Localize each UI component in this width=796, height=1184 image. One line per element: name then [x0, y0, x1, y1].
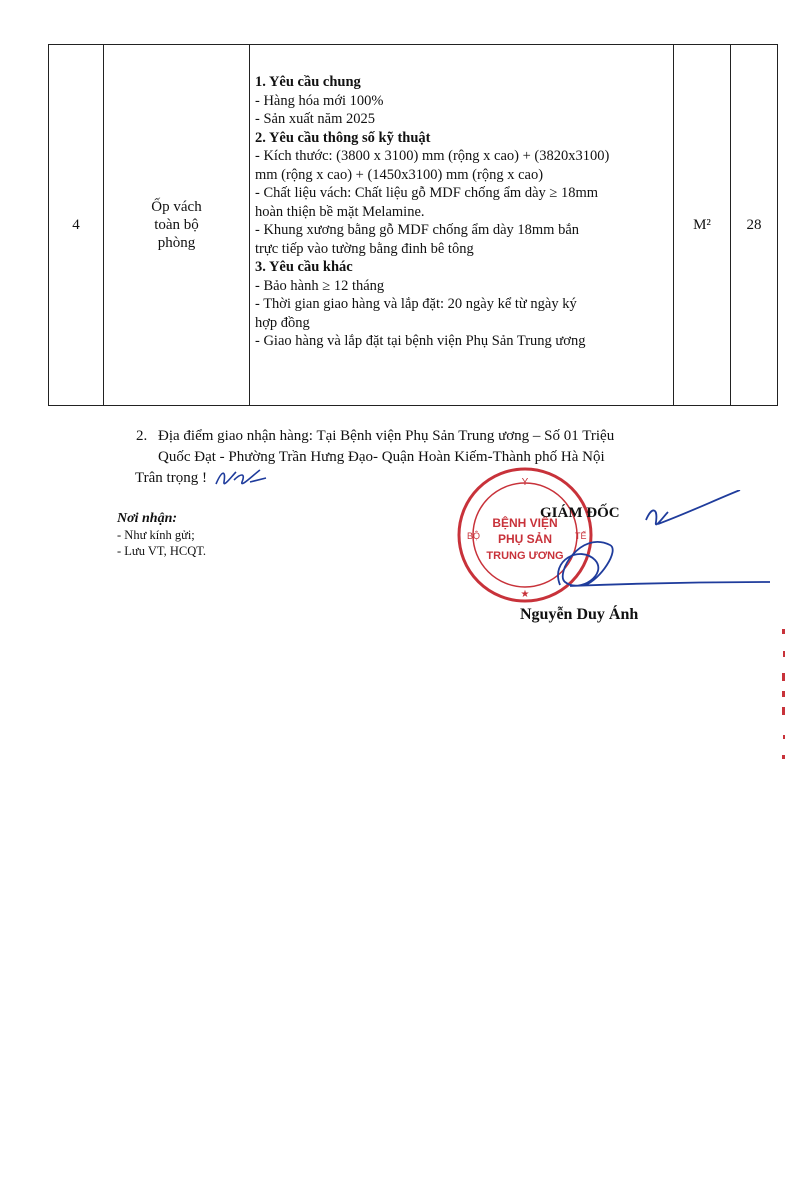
delivery-location [136, 426, 736, 468]
spec-line: - Bảo hành ≥ 12 tháng [255, 277, 385, 294]
svg-text:★: ★ [520, 589, 530, 600]
column-quantity [731, 45, 777, 405]
initials-signature-icon [212, 466, 272, 490]
column-item [104, 45, 250, 405]
recipients-label: Nơi nhận: [117, 511, 178, 526]
svg-text:Y: Y [521, 477, 529, 488]
svg-text:TRUNG ƯƠNG: TRUNG ƯƠNG [486, 550, 564, 562]
spec-line: - Kích thước: (3800 x 3100) mm (rộng x cao) + (3820x3100) [255, 148, 610, 164]
svg-text:BỆNH VIỆN: BỆNH VIỆN [492, 516, 558, 530]
director-signature-icon [540, 490, 770, 600]
regards: Trân trọng ! [135, 470, 207, 486]
column-number [49, 45, 104, 405]
row-number: 4 [72, 217, 80, 233]
spec-line: mm (rộng x cao) + (1450x3100) mm (rộng x cao) [255, 166, 544, 183]
recipient-item: - Lưu VT, HCQT. [117, 544, 207, 558]
spec-line: - Chất liệu vách: Chất liệu gỗ MDF chống ẩm dày ≥ 18mm [255, 185, 599, 201]
spec-line: - Thời gian giao hàng và lắp đặt: 20 ngày kể từ ngày ký [255, 296, 577, 312]
quantity: 28 [746, 217, 762, 233]
svg-text:PHỤ SẢN: PHỤ SẢN [497, 532, 553, 546]
spec-heading: 2. Yêu cầu thông số kỹ thuật [255, 129, 431, 146]
spec-heading: 1. Yêu cầu chung [255, 74, 361, 90]
item-name: Ốp vách toàn bộ phòng [151, 199, 202, 251]
column-unit [674, 45, 731, 405]
spec-line: - Sản xuất năm 2025 [255, 111, 376, 127]
svg-text:TẾ: TẾ [575, 531, 587, 541]
delivery-number: 2. [136, 428, 148, 444]
recipients-block [117, 511, 206, 559]
spec-heading: 3. Yêu cầu khác [255, 259, 353, 275]
director-name: Nguyễn Duy Ánh [520, 606, 639, 623]
spec-line: trực tiếp vào tường bằng đinh bê tông [255, 240, 474, 257]
delivery-line-2: Quốc Đạt - Phường Trần Hưng Đạo- Quận Hoàn Kiếm-Thành phố Hà Nội [158, 449, 605, 465]
svg-text:BỘ: BỘ [467, 531, 481, 541]
spec-line: - Hàng hóa mới 100% [255, 92, 384, 109]
spec-text [255, 73, 670, 351]
spec-line: hoàn thiện bề mặt Melamine. [255, 203, 425, 220]
spec-line: hợp đồng [255, 314, 310, 331]
specification-table [48, 44, 778, 406]
recipient-item: - Như kính gửi; [117, 528, 195, 542]
margin-marks-icon [778, 625, 790, 765]
unit: M² [693, 217, 711, 233]
delivery-line-1: Địa điểm giao nhận hàng: Tại Bệnh viện Phụ Sản Trung ương – Số 01 Triệu [158, 428, 615, 444]
director-title: GIÁM ĐỐC [540, 505, 620, 521]
spec-line: - Giao hàng và lắp đặt tại bệnh viện Phụ Sản Trung ương [255, 333, 586, 349]
spec-line: - Khung xương bằng gỗ MDF chống ẩm dày 18mm bắn [255, 222, 580, 238]
column-spec [250, 45, 674, 405]
